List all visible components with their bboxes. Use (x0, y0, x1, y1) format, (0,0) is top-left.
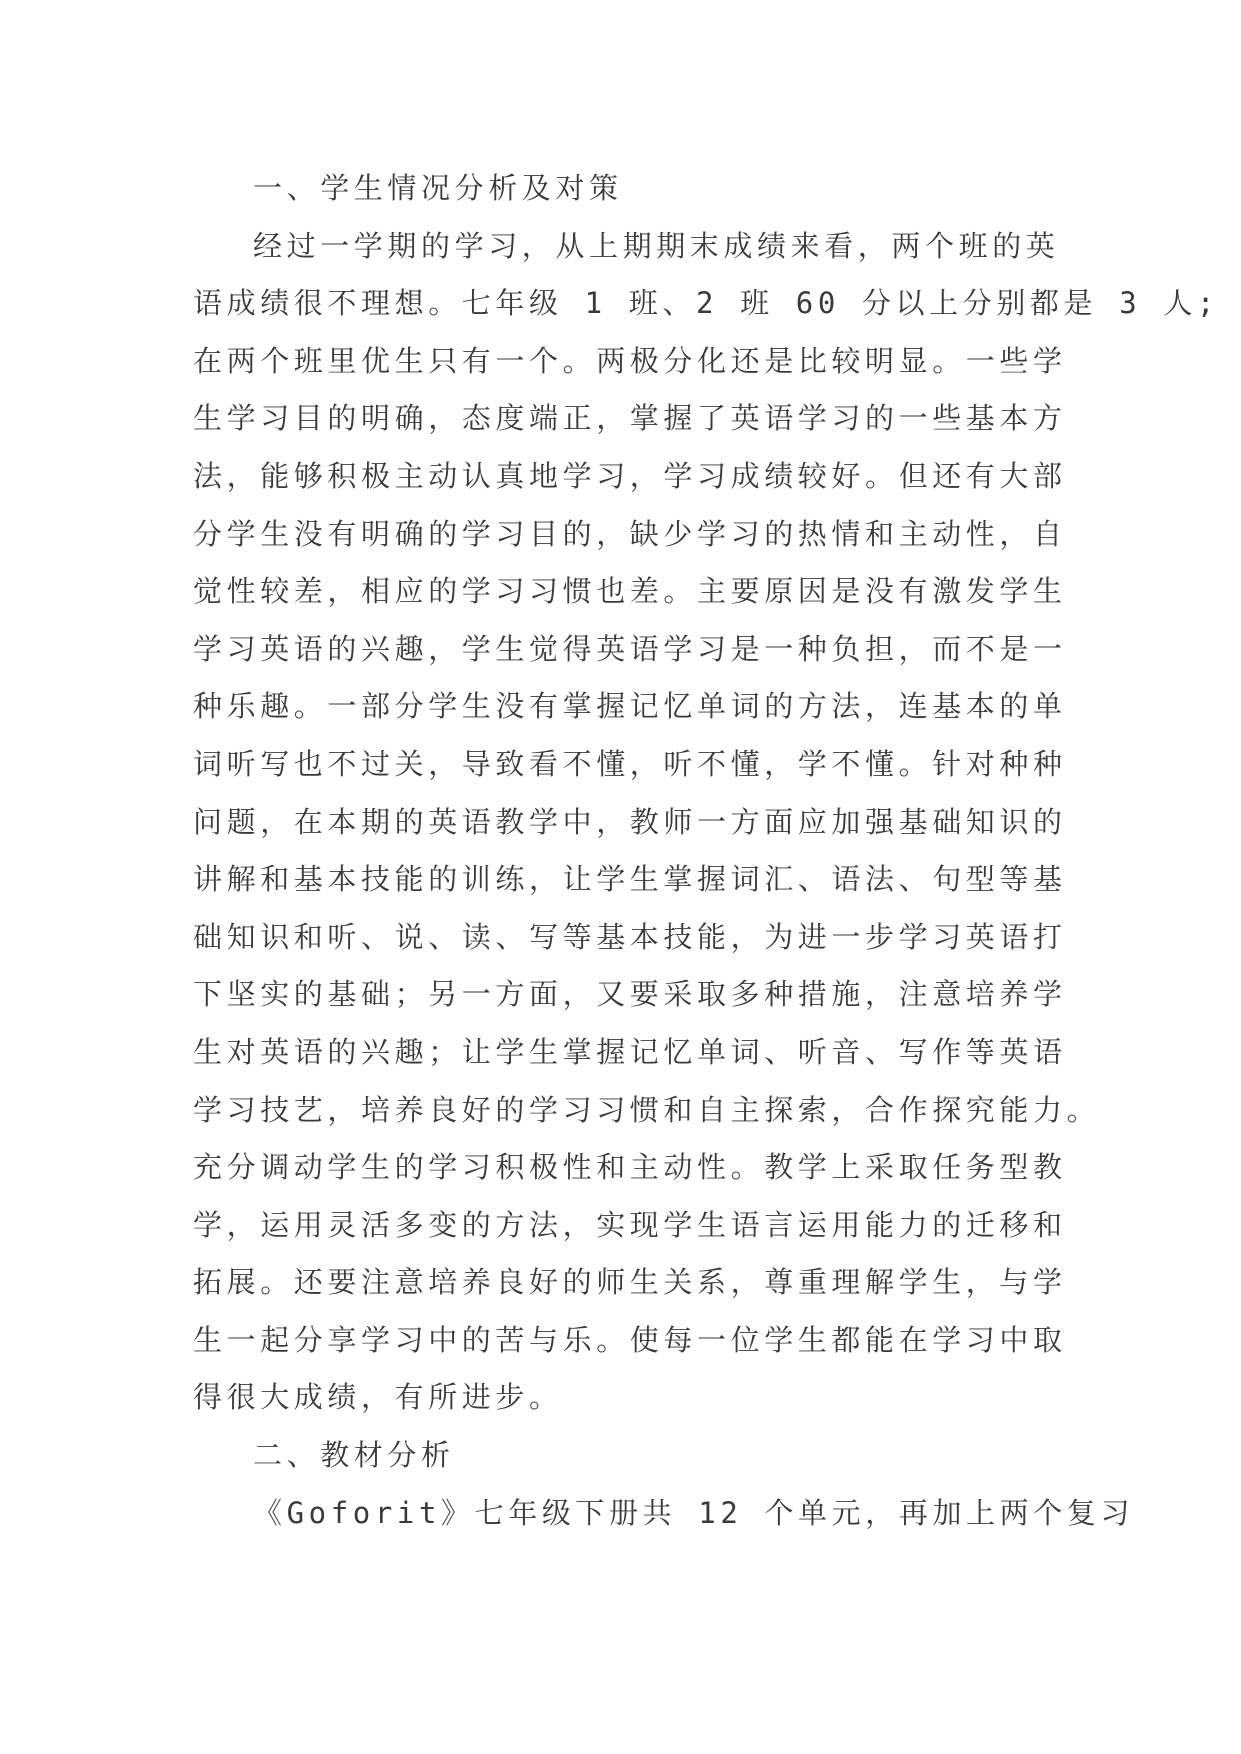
paragraph-line: 得很大成绩，有所进步。 (193, 1380, 563, 1415)
paragraph-line: 词听写也不过关，导致看不懂，听不懂，学不懂。针对种种 (193, 746, 1067, 781)
paragraph-line: 语成绩很不理想。七年级 1 班、2 班 60 分以上分别都是 3 人; (193, 286, 1219, 321)
paragraph-line: 学习技艺，培养良好的学习习惯和自主探索，合作探究能力。 (193, 1092, 1101, 1127)
section-heading-textbook-analysis: 二、教材分析 (253, 1438, 455, 1473)
paragraph-line: 生学习目的明确，态度端正，掌握了英语学习的一些基本方 (193, 401, 1067, 436)
paragraph-line: 生对英语的兴趣；让学生掌握记忆单词、听音、写作等英语 (193, 1034, 1067, 1069)
paragraph-line: 问题，在本期的英语教学中，教师一方面应加强基础知识的 (193, 804, 1067, 839)
paragraph-line: 生一起分享学习中的苦与乐。使每一位学生都能在学习中取 (193, 1322, 1067, 1357)
paragraph-line: 下坚实的基础；另一方面，又要采取多种措施，注意培养学 (193, 977, 1067, 1012)
paragraph-line: 经过一学期的学习，从上期期末成绩来看，两个班的英 (253, 228, 1060, 263)
paragraph-line: 《Goforit》七年级下册共 12 个单元，再加上两个复习 (253, 1495, 1135, 1530)
paragraph-line: 学习英语的兴趣，学生觉得英语学习是一种负担，而不是一 (193, 631, 1067, 666)
paragraph-line: 法，能够积极主动认真地学习，学习成绩较好。但还有大部 (193, 458, 1067, 493)
paragraph-line: 种乐趣。一部分学生没有掌握记忆单词的方法，连基本的单 (193, 689, 1067, 724)
paragraph-line: 础知识和听、说、读、写等基本技能，为进一步学习英语打 (193, 919, 1067, 954)
paragraph-line: 分学生没有明确的学习目的，缺少学习的热情和主动性，自 (193, 516, 1067, 551)
section-heading-student-analysis: 一、学生情况分析及对策 (253, 171, 623, 205)
paragraph-line: 讲解和基本技能的训练，让学生掌握词汇、语法、句型等基 (193, 862, 1067, 897)
paragraph-line: 充分调动学生的学习积极性和主动性。教学上采取任务型教 (193, 1150, 1067, 1185)
paragraph-line: 觉性较差，相应的学习习惯也差。主要原因是没有激发学生 (193, 574, 1067, 609)
paragraph-line: 学，运用灵活多变的方法，实现学生语言运用能力的迁移和 (193, 1207, 1067, 1242)
document-body (193, 160, 1219, 1542)
paragraph-line: 拓展。还要注意培养良好的师生关系，尊重理解学生，与学 (193, 1265, 1067, 1300)
paragraph-line: 在两个班里优生只有一个。两极分化还是比较明显。一些学 (193, 343, 1067, 378)
